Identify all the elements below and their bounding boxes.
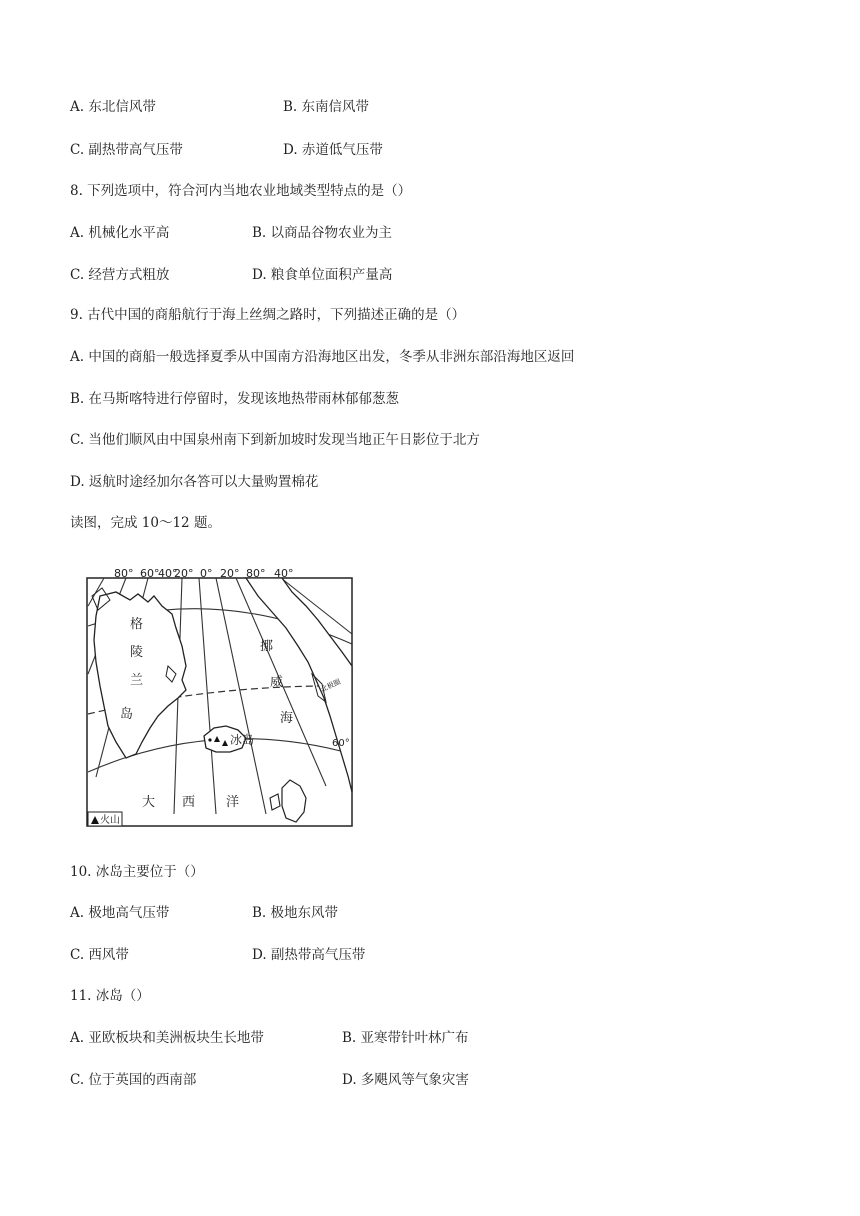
q11-option-d: D. 多飓风等气象灾害 (342, 1072, 469, 1088)
iceland-label: 冰岛 (230, 733, 255, 747)
svg-text:岛: 岛 (120, 707, 134, 722)
q9-option-a: A. 中国的商船一般选择夏季从中国南方沿海地区出发，冬季从非洲东部沿海地区返回 (70, 349, 575, 365)
lon-label: 80° (114, 567, 134, 580)
q7-option-d: D. 赤道低气压带 (283, 142, 383, 158)
svg-text:大: 大 (142, 795, 156, 810)
q8-option-c: C. 经营方式粗放 (70, 267, 170, 283)
q9-option-b: B. 在马斯喀特进行停留时，发现该地热带雨林郁郁葱葱 (70, 391, 400, 407)
q8-option-d: D. 粮食单位面积产量高 (252, 267, 393, 283)
q10-option-a: A. 极地高气压带 (70, 905, 170, 921)
q9-option-c: C. 当他们顺风由中国泉州南下到新加坡时发现当地正午日影位于北方 (70, 432, 480, 448)
svg-text:威: 威 (270, 675, 284, 690)
q9-option-d: D. 返航时途经加尔各答可以大量购置棉花 (70, 474, 319, 490)
svg-text:兰: 兰 (130, 673, 144, 688)
q7-option-a: A. 东北信风带 (70, 99, 156, 115)
lon-label: 80° (246, 567, 266, 580)
iceland-map-figure (86, 566, 356, 828)
q10-option-d: D. 副热带高气压带 (252, 947, 366, 963)
svg-text:海: 海 (280, 711, 294, 726)
q7-option-b: B. 东南信风带 (283, 99, 370, 115)
q10-stem: 10. 冰岛主要位于（） (70, 864, 204, 880)
q8-option-b: B. 以商品谷物农业为主 (252, 225, 393, 241)
arctic-circle-label: 北极圈 (319, 677, 342, 694)
svg-text:陵: 陵 (130, 645, 144, 660)
q11-option-b: B. 亚寒带针叶林广布 (342, 1030, 469, 1046)
map-intro: 读图，完成 10～12 题。 (70, 515, 221, 531)
q11-option-a: A. 亚欧板块和美洲板块生长地带 (70, 1030, 264, 1046)
lon-label: 20° (174, 567, 194, 580)
q10-option-b: B. 极地东风带 (252, 905, 339, 921)
lon-label: 40° (158, 567, 178, 580)
lat-label: 60° (332, 738, 350, 749)
svg-text:洋: 洋 (226, 795, 240, 810)
q7-option-c: C. 副热带高气压带 (70, 142, 183, 158)
legend-label: 火山 (100, 815, 120, 826)
svg-text:西: 西 (182, 795, 196, 810)
q11-stem: 11. 冰岛（） (70, 988, 150, 1004)
lon-label: 60° (140, 567, 160, 580)
q9-stem: 9. 古代中国的商船航行于海上丝绸之路时，下列描述正确的是（） (70, 307, 466, 323)
svg-text:格: 格 (130, 617, 144, 632)
q11-option-c: C. 位于英国的西南部 (70, 1072, 197, 1088)
lon-label: 20° (220, 567, 240, 580)
q10-option-c: C. 西风带 (70, 947, 129, 963)
lon-label: 0° (200, 567, 213, 580)
lon-label: 40° (274, 567, 294, 580)
svg-text:挪: 挪 (260, 639, 274, 654)
q8-option-a: A. 机械化水平高 (70, 225, 170, 241)
q8-stem: 8. 下列选项中，符合河内当地农业地域类型特点的是（） (70, 183, 412, 199)
